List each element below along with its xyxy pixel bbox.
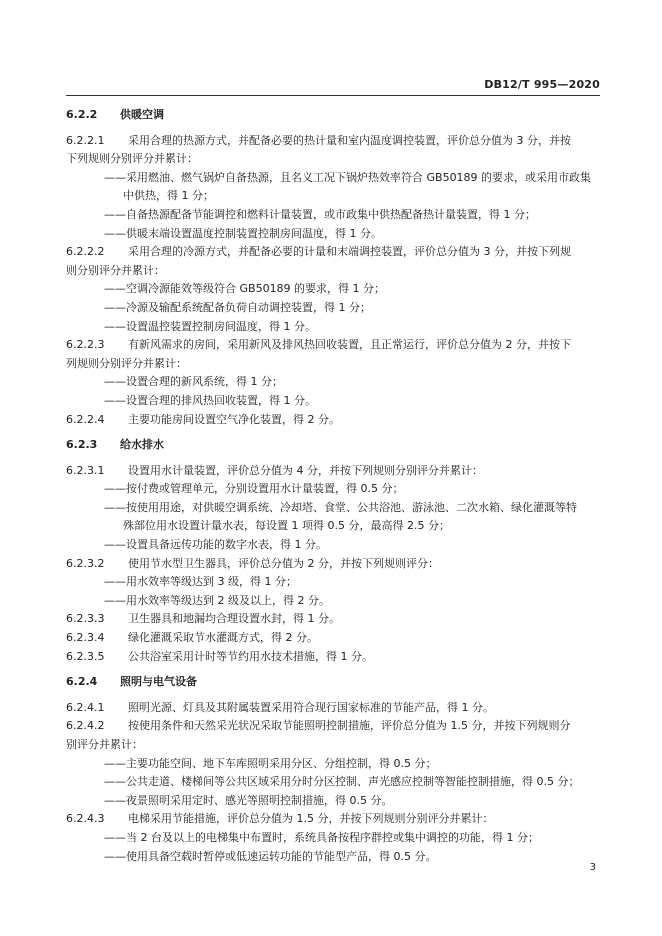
clause-continuation: 别评分并累计： <box>66 738 143 751</box>
header-divider <box>66 95 600 96</box>
list-item: ——主要功能空间、地下车库照明采用分区、分组控制，得 0.5 分； <box>104 756 437 770</box>
section-heading-6-2-4: 6.2.4 照明与电气设备 <box>66 675 197 689</box>
section-heading-6-2-3: 6.2.3 给水排水 <box>66 438 164 452</box>
list-item: ——设置温控装置控制房间温度，得 1 分。 <box>104 319 316 333</box>
list-item: ——夜景照明采用定时、感光等照明控制措施，得 0.5 分。 <box>104 793 393 807</box>
section-heading-6-2-2: 6.2.2 供暖空调 <box>66 108 164 121</box>
list-item: ——供暖末端设置温度控制装置控制房间温度，得 1 分。 <box>104 226 382 240</box>
page-number: 3 <box>589 862 596 873</box>
list-item-continuation: 中供热，得 1 分； <box>123 189 214 203</box>
clause-6-2-3-5: 6.2.3.5 公共浴室采用计时等节约用水技术措施，得 1 分。 <box>66 649 373 663</box>
list-item: ——采用燃油、燃气锅炉自备热源，且名义工况下锅炉热效率符合 GB50189 的要求，或采用市政集 <box>104 170 592 184</box>
clause-6-2-2-3: 6.2.2.3 有新风需求的房间，采用新风及排风热回收装置，且正常运行，评价总分值为 2 分，并按下 <box>66 338 571 352</box>
list-item: ——按使用用途，对供暖空调系统、冷却塔、食堂、公共浴池、游泳池、二次水箱、绿化灌溉等特 <box>104 500 577 514</box>
clause-6-2-2-1: 6.2.2.1 采用合理的热源方式，并配备必要的热计量和室内温度调控装置，评价总分值为 3 分，并按 <box>66 133 571 147</box>
clause-continuation: 列规则分别评分并累计： <box>66 356 187 370</box>
list-item: ——公共走道、楼梯间等公共区域采用分时分区控制、声光感应控制等智能控制措施，得 0.5 分； <box>104 775 580 789</box>
clause-6-2-3-4: 6.2.3.4 绿化灌溉采取节水灌溉方式，得 2 分。 <box>66 631 318 645</box>
clause-6-2-3-2: 6.2.3.2 使用节水型卫生器具，评价总分值为 2 分，并按下列规则评分： <box>66 556 439 570</box>
list-item: ——自备热源配备节能调控和燃料计量装置，或市政集中供热配备热计量装置，得 1 分； <box>104 207 536 221</box>
list-item: ——按付费或管理单元，分别设置用水计量装置，得 0.5 分； <box>104 482 404 496</box>
list-item: ——用水效率等级达到 2 级及以上，得 2 分。 <box>104 593 330 607</box>
list-item: ——设置具备远传功能的数字水表，得 1 分。 <box>104 538 327 552</box>
clause-6-2-4-2: 6.2.4.2 按使用条件和天然采光状况采取节能照明控制措施，评价总分值为 1.5 分，并按下列规则分 <box>66 719 571 733</box>
clause-6-2-4-1: 6.2.4.1 照明光源、灯具及其附属装置采用符合现行国家标准的节能产品，得 1 分。 <box>66 700 494 714</box>
clause-6-2-4-3: 6.2.4.3 电梯采用节能措施，评价总分值为 1.5 分，并按下列规则分别评分并累计： <box>66 812 494 826</box>
document-body <box>66 106 600 866</box>
list-item: ——空调冷源能效等级符合 GB50189 的要求，得 1 分； <box>104 282 386 296</box>
clause-6-2-2-4: 6.2.2.4 主要功能房间设置空气净化装置，得 2 分。 <box>66 412 340 426</box>
list-item: ——使用具备空载时暂停或低速运转功能的节能型产品，得 0.5 分。 <box>104 849 437 863</box>
list-item: ——冷源及输配系统配备负荷自动调控装置，得 1 分； <box>104 300 371 314</box>
clause-6-2-3-1: 6.2.3.1 设置用水计量装置，评价总分值为 4 分，并按下列规则分别评分并累计： <box>66 463 483 477</box>
list-item: ——设置合理的排风热回收装置，得 1 分。 <box>104 393 316 407</box>
list-item: ——用水效率等级达到 3 级，得 1 分； <box>104 575 297 589</box>
list-item-continuation: 殊部位用水设置计量水表，每设置 1 项得 0.5 分，最高得 2.5 分； <box>123 519 450 533</box>
clause-6-2-2-2: 6.2.2.2 采用合理的冷源方式，并配备必要的计量和末端调控装置，评价总分值为 3 分，并按下列规 <box>66 245 571 259</box>
clause-continuation: 下列规则分别评分并累计： <box>66 152 198 166</box>
clause-continuation: 则分别评分并累计： <box>66 263 165 277</box>
list-item: ——设置合理的新风系统，得 1 分； <box>104 375 283 389</box>
document-code: DB12/T 995—2020 <box>484 78 600 91</box>
clause-6-2-3-3: 6.2.3.3 卫生器具和地漏均合理设置水封，得 1 分。 <box>66 612 340 626</box>
list-item: ——当 2 台及以上的电梯集中布置时，系统具备按程序群控或集中调控的功能，得 1 分； <box>104 830 539 844</box>
